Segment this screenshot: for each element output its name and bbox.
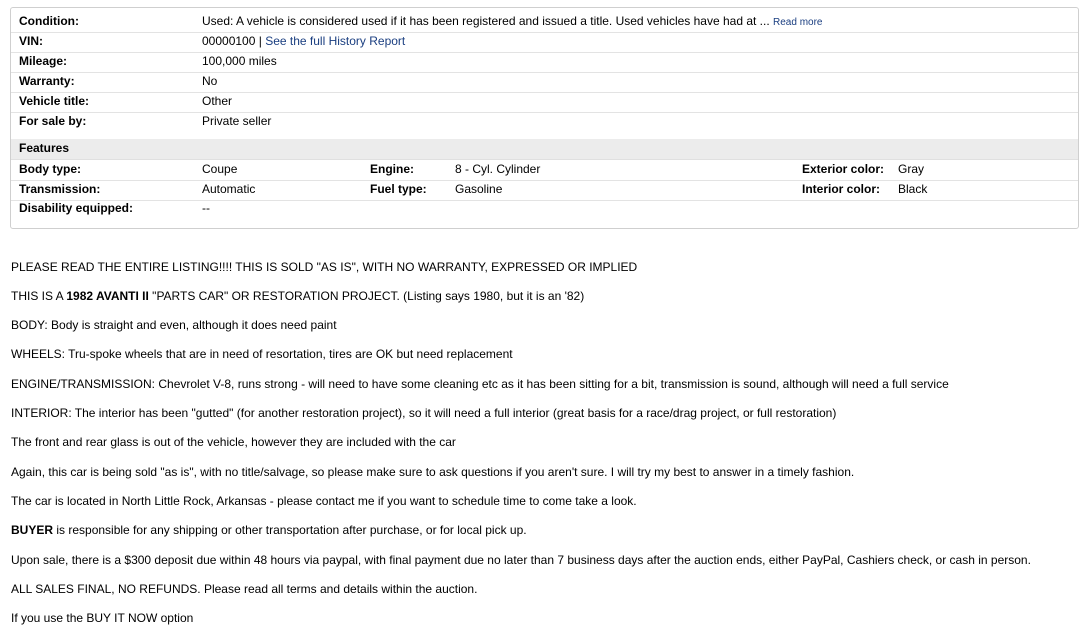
body-type-label: Body type: xyxy=(19,162,82,176)
interior-color-label: Interior color: xyxy=(802,182,881,196)
features-heading: Features xyxy=(19,141,70,155)
p2-before: THIS IS A xyxy=(11,289,67,303)
vin-label: VIN: xyxy=(19,34,43,48)
fuel-type-label: Fuel type: xyxy=(370,182,427,196)
item-specifics-panel xyxy=(10,7,1079,229)
transmission-label: Transmission: xyxy=(19,182,101,196)
p2-after: "PARTS CAR" OR RESTORATION PROJECT. (Listing says 1980, but it is an '82) xyxy=(148,289,585,303)
interior-color-value: Black xyxy=(898,182,928,196)
buyer-emphasis: BUYER xyxy=(11,523,54,537)
warranty-value: No xyxy=(202,74,218,88)
description-paragraph-1: PLEASE READ THE ENTIRE LISTING!!!! THIS IS SOLD "AS IS", WITH NO WARRANTY, EXPRESSED OR IMPLIED xyxy=(11,260,638,274)
features-row-1 xyxy=(11,160,1078,181)
vin-separator: | xyxy=(255,34,266,48)
fuel-type-value: Gasoline xyxy=(455,182,503,196)
description-paragraph-6: INTERIOR: The interior has been "gutted" (for another restoration project), so it will need a full interior (great basis for a race/drag project, or full restoration) xyxy=(11,406,837,420)
exterior-color-value: Gray xyxy=(898,162,925,176)
description-paragraph-11: Upon sale, there is a $300 deposit due within 48 hours via paypal, with final payment due no later than 7 business days after the auction ends, either PayPal, Cashiers check, or cash in person. xyxy=(11,553,1031,567)
features-row-2 xyxy=(11,180,1078,201)
vin-row xyxy=(11,32,1078,53)
condition-value: Used: A vehicle is considered used if it has been registered and issued a title. Used vehicles have had at ... xyxy=(202,14,770,28)
description-paragraph-3: BODY: Body is straight and even, although it does need paint xyxy=(11,318,337,332)
condition-row xyxy=(11,12,1078,33)
vehicle-title-label: Vehicle title: xyxy=(19,94,90,108)
mileage-label: Mileage: xyxy=(19,54,68,68)
mileage-value: 100,000 miles xyxy=(202,54,277,68)
description-paragraph-13: If you use the BUY IT NOW option xyxy=(11,611,194,625)
description-paragraph-4: WHEELS: Tru-spoke wheels that are in need of resortation, tires are OK but need replacement xyxy=(11,347,513,361)
description-paragraph-9: The car is located in North Little Rock, Arkansas - please contact me if you want to schedule time to come take a look. xyxy=(11,494,637,508)
features-row-3 xyxy=(11,199,1078,219)
warranty-label: Warranty: xyxy=(19,74,75,88)
mileage-row xyxy=(11,52,1078,73)
features-section-header xyxy=(11,139,1078,160)
for-sale-by-label: For sale by: xyxy=(19,114,87,128)
disability-equipped-value: -- xyxy=(202,201,210,215)
engine-value: 8 - Cyl. Cylinder xyxy=(455,162,541,176)
description-paragraph-5: ENGINE/TRANSMISSION: Chevrolet V-8, runs strong - will need to have some cleaning etc as it has been sitting for a bit, transmission is sound, although will need a full service xyxy=(11,377,949,391)
body-type-value: Coupe xyxy=(202,162,238,176)
engine-label: Engine: xyxy=(370,162,414,176)
description-paragraph-7: The front and rear glass is out of the vehicle, however they are included with the car xyxy=(11,435,456,449)
p10-after: is responsible for any shipping or other transportation after purchase, or for local pick up. xyxy=(53,523,527,537)
vin-value-wrap xyxy=(202,32,405,52)
for-sale-by-row xyxy=(11,112,1078,132)
description-paragraph-2 xyxy=(11,288,584,304)
history-report-link[interactable]: See the full History Report xyxy=(265,34,406,48)
vin-value: 00000100 xyxy=(202,34,256,48)
description-paragraph-10 xyxy=(11,522,527,538)
disability-equipped-label: Disability equipped: xyxy=(19,201,134,215)
condition-value-wrap xyxy=(202,12,822,32)
model-name: 1982 AVANTI II xyxy=(66,289,149,303)
condition-label: Condition: xyxy=(19,14,79,28)
transmission-value: Automatic xyxy=(202,182,256,196)
for-sale-by-value: Private seller xyxy=(202,114,272,128)
exterior-color-label: Exterior color: xyxy=(802,162,885,176)
warranty-row xyxy=(11,72,1078,93)
read-more-link[interactable]: Read more xyxy=(773,17,823,28)
vehicle-title-row xyxy=(11,92,1078,113)
description-paragraph-8: Again, this car is being sold "as is", with no title/salvage, so please make sure to ask questions if you aren't sure. I will try my best to answer in a timely fashion. xyxy=(11,465,855,479)
description-paragraph-12: ALL SALES FINAL, NO REFUNDS. Please read all terms and details within the auction. xyxy=(11,582,478,596)
vehicle-title-value: Other xyxy=(202,94,233,108)
